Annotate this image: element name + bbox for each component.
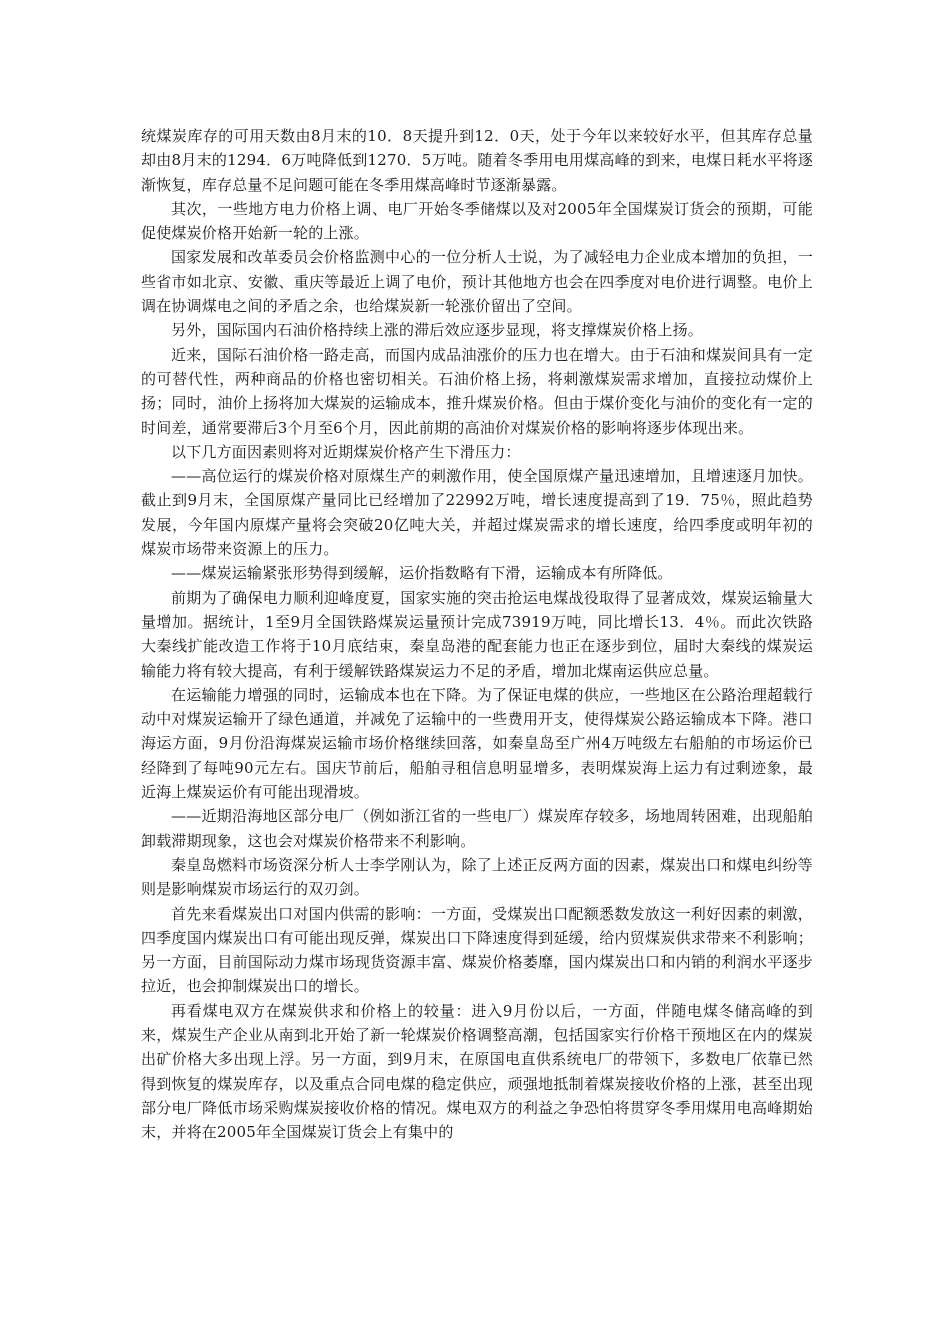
paragraph: 再看煤电双方在煤炭供求和价格上的较量：进入9月份以后，一方面，伴随电煤冬储高峰的到来，煤炭生产企业从南到北开始了新一轮煤炭价格调整高潮，包括国家实行价格干预地区在内的煤炭出矿价格大多出现上浮。另一方面，到9月末，在原国电直供系统电厂的带领下，多数电厂依靠已然得到恢复的煤炭库存，以及重点合同电煤的稳定供应，顽强地抵制着煤炭接收价格的上涨，甚至出现部分电厂降低市场采购煤炭接收价格的情况。煤电双方的利益之争恐怕将贯穿冬季用煤用电高峰期始末，并将在2005年全国煤炭订货会上有集中的 bbox=[141, 1001, 813, 1142]
paragraph: ——高位运行的煤炭价格对原煤生产的刺激作用，使全国原煤产量迅速增加，且增速逐月加快。截止到9月末，全国原煤产量同比已经增加了22992万吨，增长速度提高到了19．75％，照此趋势发展，今年国内原煤产量将会突破20亿吨大关，并超过煤炭需求的增长速度，给四季度或明年初的煤炭市场带来资源上的压力。 bbox=[141, 467, 813, 559]
paragraph: 在运输能力增强的同时，运输成本也在下降。为了保证电煤的供应，一些地区在公路治理超载行动中对煤炭运输开了绿色通道，并减免了运输中的一些费用开支，使得煤炭公路运输成本下降。港口海运方面，9月份沿海煤炭运输市场价格继续回落，如秦皇岛至广州4万吨级左右船舶的市场运价已经降到了每吨90元左右。国庆节前后，船舶寻租信息明显增多，表明煤炭海上运力有过剩迹象，最近海上煤炭运价有可能出现滑坡。 bbox=[141, 685, 813, 802]
paragraph: 另外，国际国内石油价格持续上涨的滞后效应逐步显现，将支撑煤炭价格上扬。 bbox=[171, 321, 704, 340]
paragraph: 国家发展和改革委员会价格监测中心的一位分析人士说，为了减轻电力企业成本增加的负担，一些省市如北京、安徽、重庆等最近上调了电价，预计其他地方也会在四季度对电价进行调整。电价上调在协调煤电之间的矛盾之余，也给煤炭新一轮涨价留出了空间。 bbox=[141, 248, 813, 316]
paragraph: ——近期沿海地区部分电厂（例如浙江省的一些电厂）煤炭库存较多，场地周转困难，出现船舶卸载滞期现象，这也会对煤炭价格带来不利影响。 bbox=[141, 807, 813, 850]
paragraph: 前期为了确保电力顺利迎峰度夏，国家实施的突击抢运电煤战役取得了显著成效，煤炭运输量大量增加。据统计，1至9月全国铁路煤炭运量预计完成73919万吨，同比增长13．4％。而此次铁路大秦线扩能改造工作将于10月底结束，秦皇岛港的配套能力也正在逐步到位，届时大秦线的煤炭运输能力将有较大提高，有利于缓解铁路煤炭运力不足的矛盾，增加北煤南运供应总量。 bbox=[141, 588, 813, 680]
paragraph-continuation: 统煤炭库存的可用天数由8月末的10．8天提升到12．0天，处于今年以来较好水平，但其库存总量却由8月末的1294．6万吨降低到1270．5万吨。随着冬季用电用煤高峰的到来，电煤日耗水平将逐渐恢复，库存总量不足问题可能在冬季用煤高峰时节逐渐暴露。 bbox=[141, 127, 813, 194]
paragraph: 以下几方面因素则将对近期煤炭价格产生下滑压力： bbox=[171, 442, 521, 461]
paragraph: 其次，一些地方电力价格上调、电厂开始冬季储煤以及对2005年全国煤炭订货会的预期，可能促使煤炭价格开始新一轮的上涨。 bbox=[141, 199, 813, 243]
paragraph: 秦皇岛燃料市场资深分析人士李学刚认为，除了上述正反两方面的因素，煤炭出口和煤电纠纷等则是影响煤炭市场运行的双刃剑。 bbox=[141, 855, 813, 899]
article-body bbox=[141, 124, 813, 1144]
paragraph: 近来，国际石油价格一路走高，而国内成品油涨价的压力也在增大。由于石油和煤炭间具有一定的可替代性，两种商品的价格也密切相关。石油价格上扬，将刺激煤炭需求增加，直接拉动煤价上扬；同时，油价上扬将加大煤炭的运输成本，推升煤炭价格。但由于煤价变化与油价的变化有一定的时间差，通常要滞后3个月至6个月，因此前期的高油价对煤炭价格的影响将逐步体现出来。 bbox=[141, 345, 813, 437]
paragraph: ——煤炭运输紧张形势得到缓解，运价指数略有下滑，运输成本有所降低。 bbox=[171, 564, 673, 583]
paragraph: 首先来看煤炭出口对国内供需的影响：一方面，受煤炭出口配额悉数发放这一利好因素的刺激，四季度国内煤炭出口有可能出现反弹，煤炭出口下降速度得到延缓，给内贸煤炭供求带来不利影响；另一方面，目前国际动力煤市场现货资源丰富、煤炭价格萎靡，国内煤炭出口和内销的利润水平逐步拉近，也会抑制煤炭出口的增长。 bbox=[141, 904, 813, 996]
